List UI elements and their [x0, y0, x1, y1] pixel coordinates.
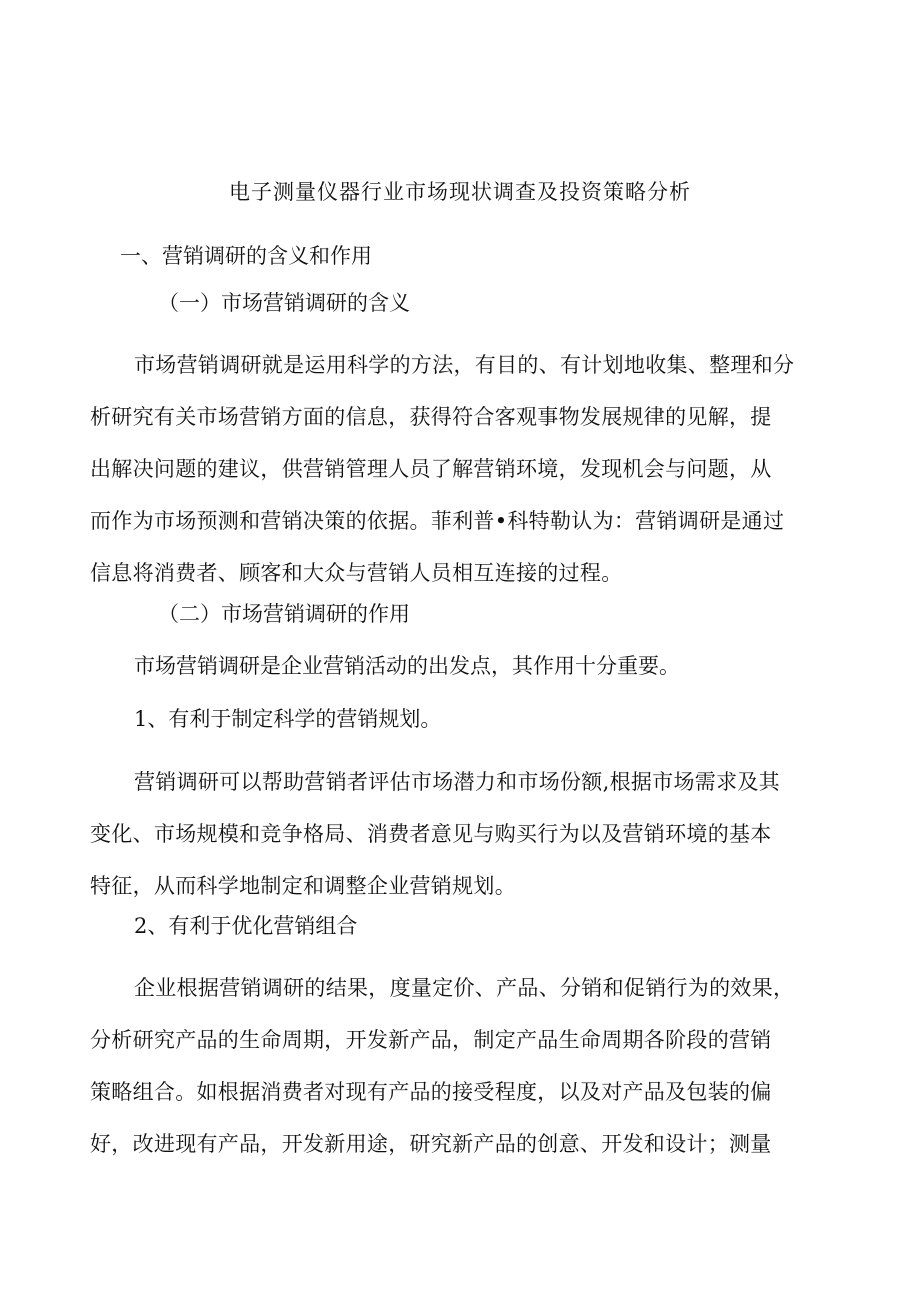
paragraph-planning	[90, 756, 850, 912]
paragraph-line: 出解决问题的建议，供营销管理人员了解营销环境，发现机会与问题，从	[90, 457, 772, 481]
paragraph-line: 分析研究产品的生命周期，开发新产品，制定产品生命周期各阶段的营销	[90, 1028, 772, 1052]
paragraph-line: 好，改进现有产品，开发新用途，研究新产品的创意、开发和设计；测量	[90, 1132, 772, 1156]
paragraph-marketing-mix	[90, 962, 850, 1170]
paragraph-line: 企业根据营销调研的结果，度量定价、产品、分销和促销行为的效果，	[134, 976, 795, 1000]
subsection-heading-2: （二）市场营销调研的作用	[158, 602, 410, 626]
paragraph-line: 策略组合。如根据消费者对现有产品的接受程度，以及对产品及包装的偏	[90, 1080, 772, 1104]
document-title: 电子测量仪器行业市场现状调查及投资策略分析	[229, 180, 691, 204]
paragraph-definition	[90, 339, 850, 599]
paragraph-line: 析研究有关市场营销方面的信息，获得符合客观事物发展规律的见解，提	[90, 405, 772, 429]
paragraph-line: 特征，从而科学地制定和调整企业营销规划。	[90, 874, 516, 898]
subsection-heading-1: （一）市场营销调研的含义	[158, 291, 410, 315]
section-heading-1: 一、营销调研的含义和作用	[120, 244, 372, 268]
paragraph-line: 市场营销调研就是运用科学的方法，有目的、有计划地收集、整理和分	[134, 353, 795, 377]
paragraph-line: 变化、市场规模和竞争格局、消费者意见与购买行为以及营销环境的基本	[90, 822, 772, 846]
paragraph-role-intro: 市场营销调研是企业营销活动的出发点，其作用十分重要。	[134, 654, 680, 678]
paragraph-line: 营销调研可以帮助营销者评估市场潜力和市场份额,根据市场需求及其	[134, 770, 780, 794]
paragraph-line: 信息将消费者、顾客和大众与营销人员相互连接的过程。	[90, 561, 623, 585]
numbered-heading-1: 1、有利于制定科学的营销规划。	[134, 707, 442, 731]
paragraph-line: 而作为市场预测和营销决策的依据。菲利普•科特勒认为：营销调研是通过	[90, 509, 785, 533]
numbered-heading-2: 2、有利于优化营销组合	[134, 914, 358, 938]
